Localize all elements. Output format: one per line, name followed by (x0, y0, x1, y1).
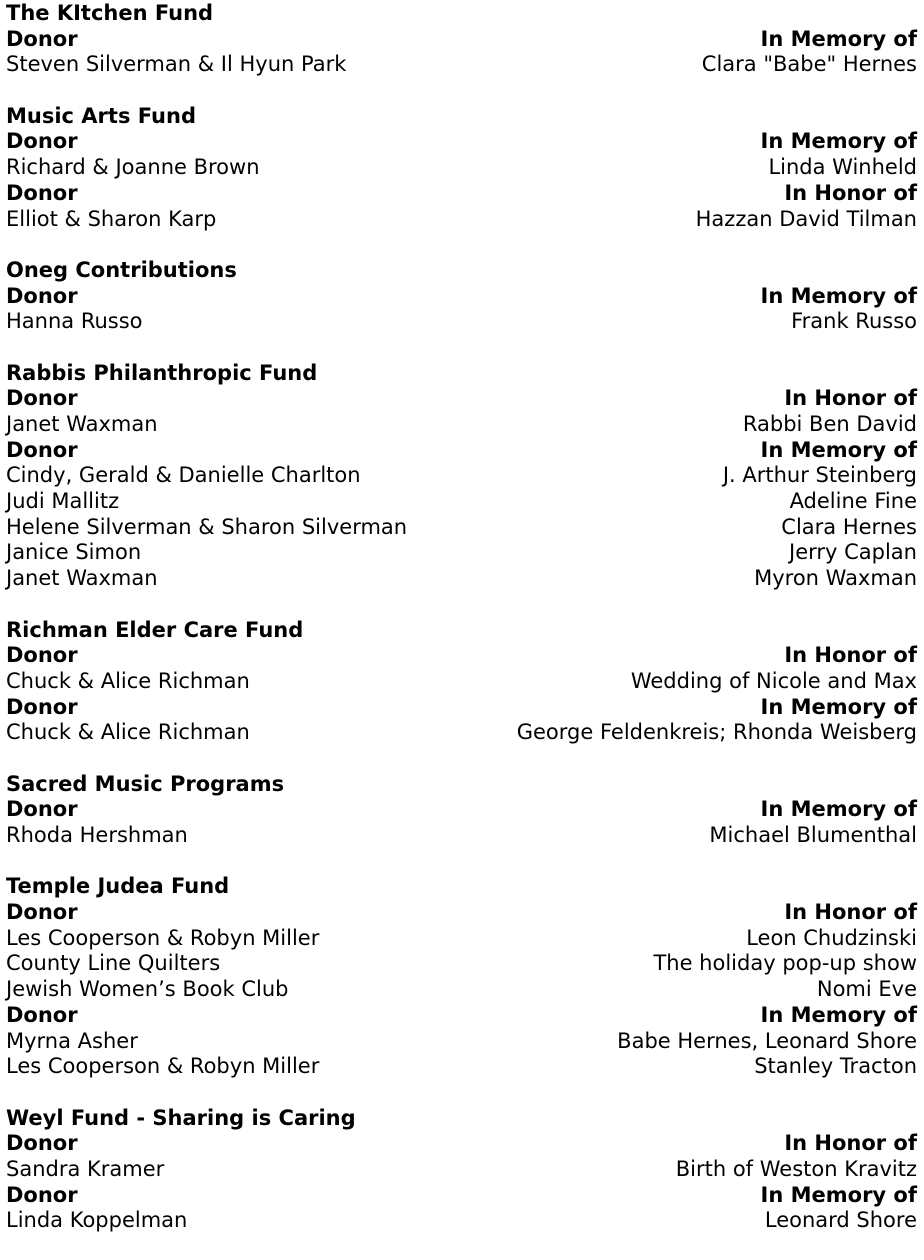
donation-row (6, 309, 917, 335)
donation-row (6, 540, 917, 566)
donation-row (6, 155, 917, 181)
tribute-type-header: In Memory of (760, 1182, 917, 1207)
fund-section (6, 772, 917, 849)
donor-name: County Line Quilters (6, 951, 221, 976)
donation-row (6, 52, 917, 78)
fund-title: Music Arts Fund (6, 103, 196, 128)
donation-row (6, 1157, 917, 1183)
donor-header: Donor (6, 283, 78, 308)
honoree-name: Adeline Fine (789, 489, 917, 514)
tribute-type-header: In Honor of (784, 386, 917, 411)
tribute-type-header: In Honor of (784, 1131, 917, 1156)
honoree-name: Stanley Tracton (754, 1054, 917, 1079)
honoree-name: Birth of Weston Kravitz (675, 1156, 917, 1181)
honoree-name: Nomi Eve (816, 977, 917, 1002)
donation-row (6, 566, 917, 592)
honoree-name: Hazzan David Tilman (695, 206, 917, 231)
honoree-name: Frank Russo (791, 309, 917, 334)
honoree-name: Jerry Caplan (789, 540, 917, 565)
tribute-type-header: In Memory of (760, 129, 917, 154)
tribute-type-header: In Memory of (760, 694, 917, 719)
donation-row (6, 823, 917, 849)
donor-header: Donor (6, 900, 78, 925)
fund-title: Oneg Contributions (6, 257, 237, 282)
donation-row (6, 515, 917, 541)
column-header-row (6, 695, 917, 721)
honoree-name: Leonard Shore (764, 1208, 917, 1233)
fund-section (6, 361, 917, 592)
donor-header: Donor (6, 437, 78, 462)
donation-list (6, 1, 917, 1260)
donation-row (6, 926, 917, 952)
column-header-row (6, 129, 917, 155)
fund-section (6, 104, 917, 232)
donor-header: Donor (6, 386, 78, 411)
donor-name: Hanna Russo (6, 309, 143, 334)
donor-name: Jewish Women’s Book Club (6, 977, 289, 1002)
honoree-name: Linda Winheld (768, 155, 917, 180)
tribute-type-header: In Memory of (760, 797, 917, 822)
donor-name: Sandra Kramer (6, 1156, 165, 1181)
fund-title: Weyl Fund - Sharing is Caring (6, 1105, 356, 1130)
donation-row (6, 720, 917, 746)
donation-row (6, 977, 917, 1003)
donor-name: Les Cooperson & Robyn Miller (6, 1054, 320, 1079)
honoree-name: George Feldenkreis; Rhonda Weisberg (516, 720, 917, 745)
honoree-name: Babe Hernes, Leonard Shore (617, 1028, 917, 1053)
donor-header: Donor (6, 643, 78, 668)
donor-name: Elliot & Sharon Karp (6, 206, 217, 231)
fund-section (6, 1, 917, 78)
fund-title: The KItchen Fund (6, 1, 214, 25)
tribute-type-header: In Memory of (760, 437, 917, 462)
donation-row (6, 207, 917, 233)
column-header-row (6, 1131, 917, 1157)
donor-header: Donor (6, 1182, 78, 1207)
tribute-type-header: In Memory of (760, 1002, 917, 1027)
column-header-row (6, 438, 917, 464)
honoree-name: Clara "Babe" Hernes (701, 52, 917, 77)
column-header-row (6, 1183, 917, 1209)
column-header-row (6, 643, 917, 669)
donor-name: Les Cooperson & Robyn Miller (6, 925, 320, 950)
fund-title: Temple Judea Fund (6, 874, 230, 899)
donor-header: Donor (6, 797, 78, 822)
donation-row (6, 1029, 917, 1055)
donor-name: Myrna Asher (6, 1028, 138, 1053)
donor-name: Janet Waxman (6, 412, 158, 436)
donation-row (6, 951, 917, 977)
donor-header: Donor (6, 26, 78, 51)
fund-section (6, 1106, 917, 1234)
fund-section (6, 874, 917, 1080)
donor-name: Janice Simon (6, 540, 142, 565)
column-header-row (6, 181, 917, 207)
donor-header: Donor (6, 180, 78, 205)
honoree-name: Clara Hernes (781, 514, 917, 539)
column-header-row (6, 797, 917, 823)
tribute-type-header: In Memory of (760, 283, 917, 308)
donor-header: Donor (6, 1002, 78, 1027)
fund-title: Rabbis Philanthropic Fund (6, 360, 318, 385)
column-header-row (6, 1003, 917, 1029)
honoree-name: J. Arthur Steinberg (722, 463, 917, 488)
donor-name: Linda Koppelman (6, 1208, 188, 1233)
fund-title: Richman Elder Care Fund (6, 617, 304, 642)
column-header-row (6, 386, 917, 412)
donor-name: Cindy, Gerald & Danielle Charlton (6, 463, 361, 488)
tribute-type-header: In Honor of (784, 180, 917, 205)
donation-row (6, 412, 917, 438)
donor-name: Richard & Joanne Brown (6, 155, 260, 180)
honoree-name: The holiday pop-up show (653, 951, 917, 976)
fund-section (6, 258, 917, 335)
donation-row (6, 1208, 917, 1234)
honoree-name: Wedding of Nicole and Max (630, 668, 917, 693)
fund-title: Sacred Music Programs (6, 771, 285, 796)
tribute-type-header: In Honor of (784, 643, 917, 668)
donor-header: Donor (6, 1131, 78, 1156)
honoree-name: Leon Chudzinski (746, 925, 917, 950)
donor-name: Steven Silverman & Il Hyun Park (6, 52, 347, 77)
donor-header: Donor (6, 694, 78, 719)
donor-name: Judi Mallitz (6, 489, 120, 514)
column-header-row (6, 900, 917, 926)
donor-name: Chuck & Alice Richman (6, 668, 250, 693)
donor-name: Janet Waxman (6, 566, 158, 591)
tribute-type-header: In Honor of (784, 900, 917, 925)
column-header-row (6, 27, 917, 53)
donation-row (6, 669, 917, 695)
donation-row (6, 489, 917, 515)
donor-name: Chuck & Alice Richman (6, 720, 250, 745)
donor-name: Helene Silverman & Sharon Silverman (6, 514, 408, 539)
fund-section (6, 618, 917, 746)
column-header-row (6, 284, 917, 310)
honoree-name: Rabbi Ben David (742, 412, 917, 436)
donation-row (6, 1054, 917, 1080)
honoree-name: Myron Waxman (754, 566, 917, 591)
donor-name: Rhoda Hershman (6, 823, 188, 847)
honoree-name: Michael Blumenthal (709, 823, 917, 847)
tribute-type-header: In Memory of (760, 26, 917, 51)
donation-row (6, 463, 917, 489)
donor-header: Donor (6, 129, 78, 154)
